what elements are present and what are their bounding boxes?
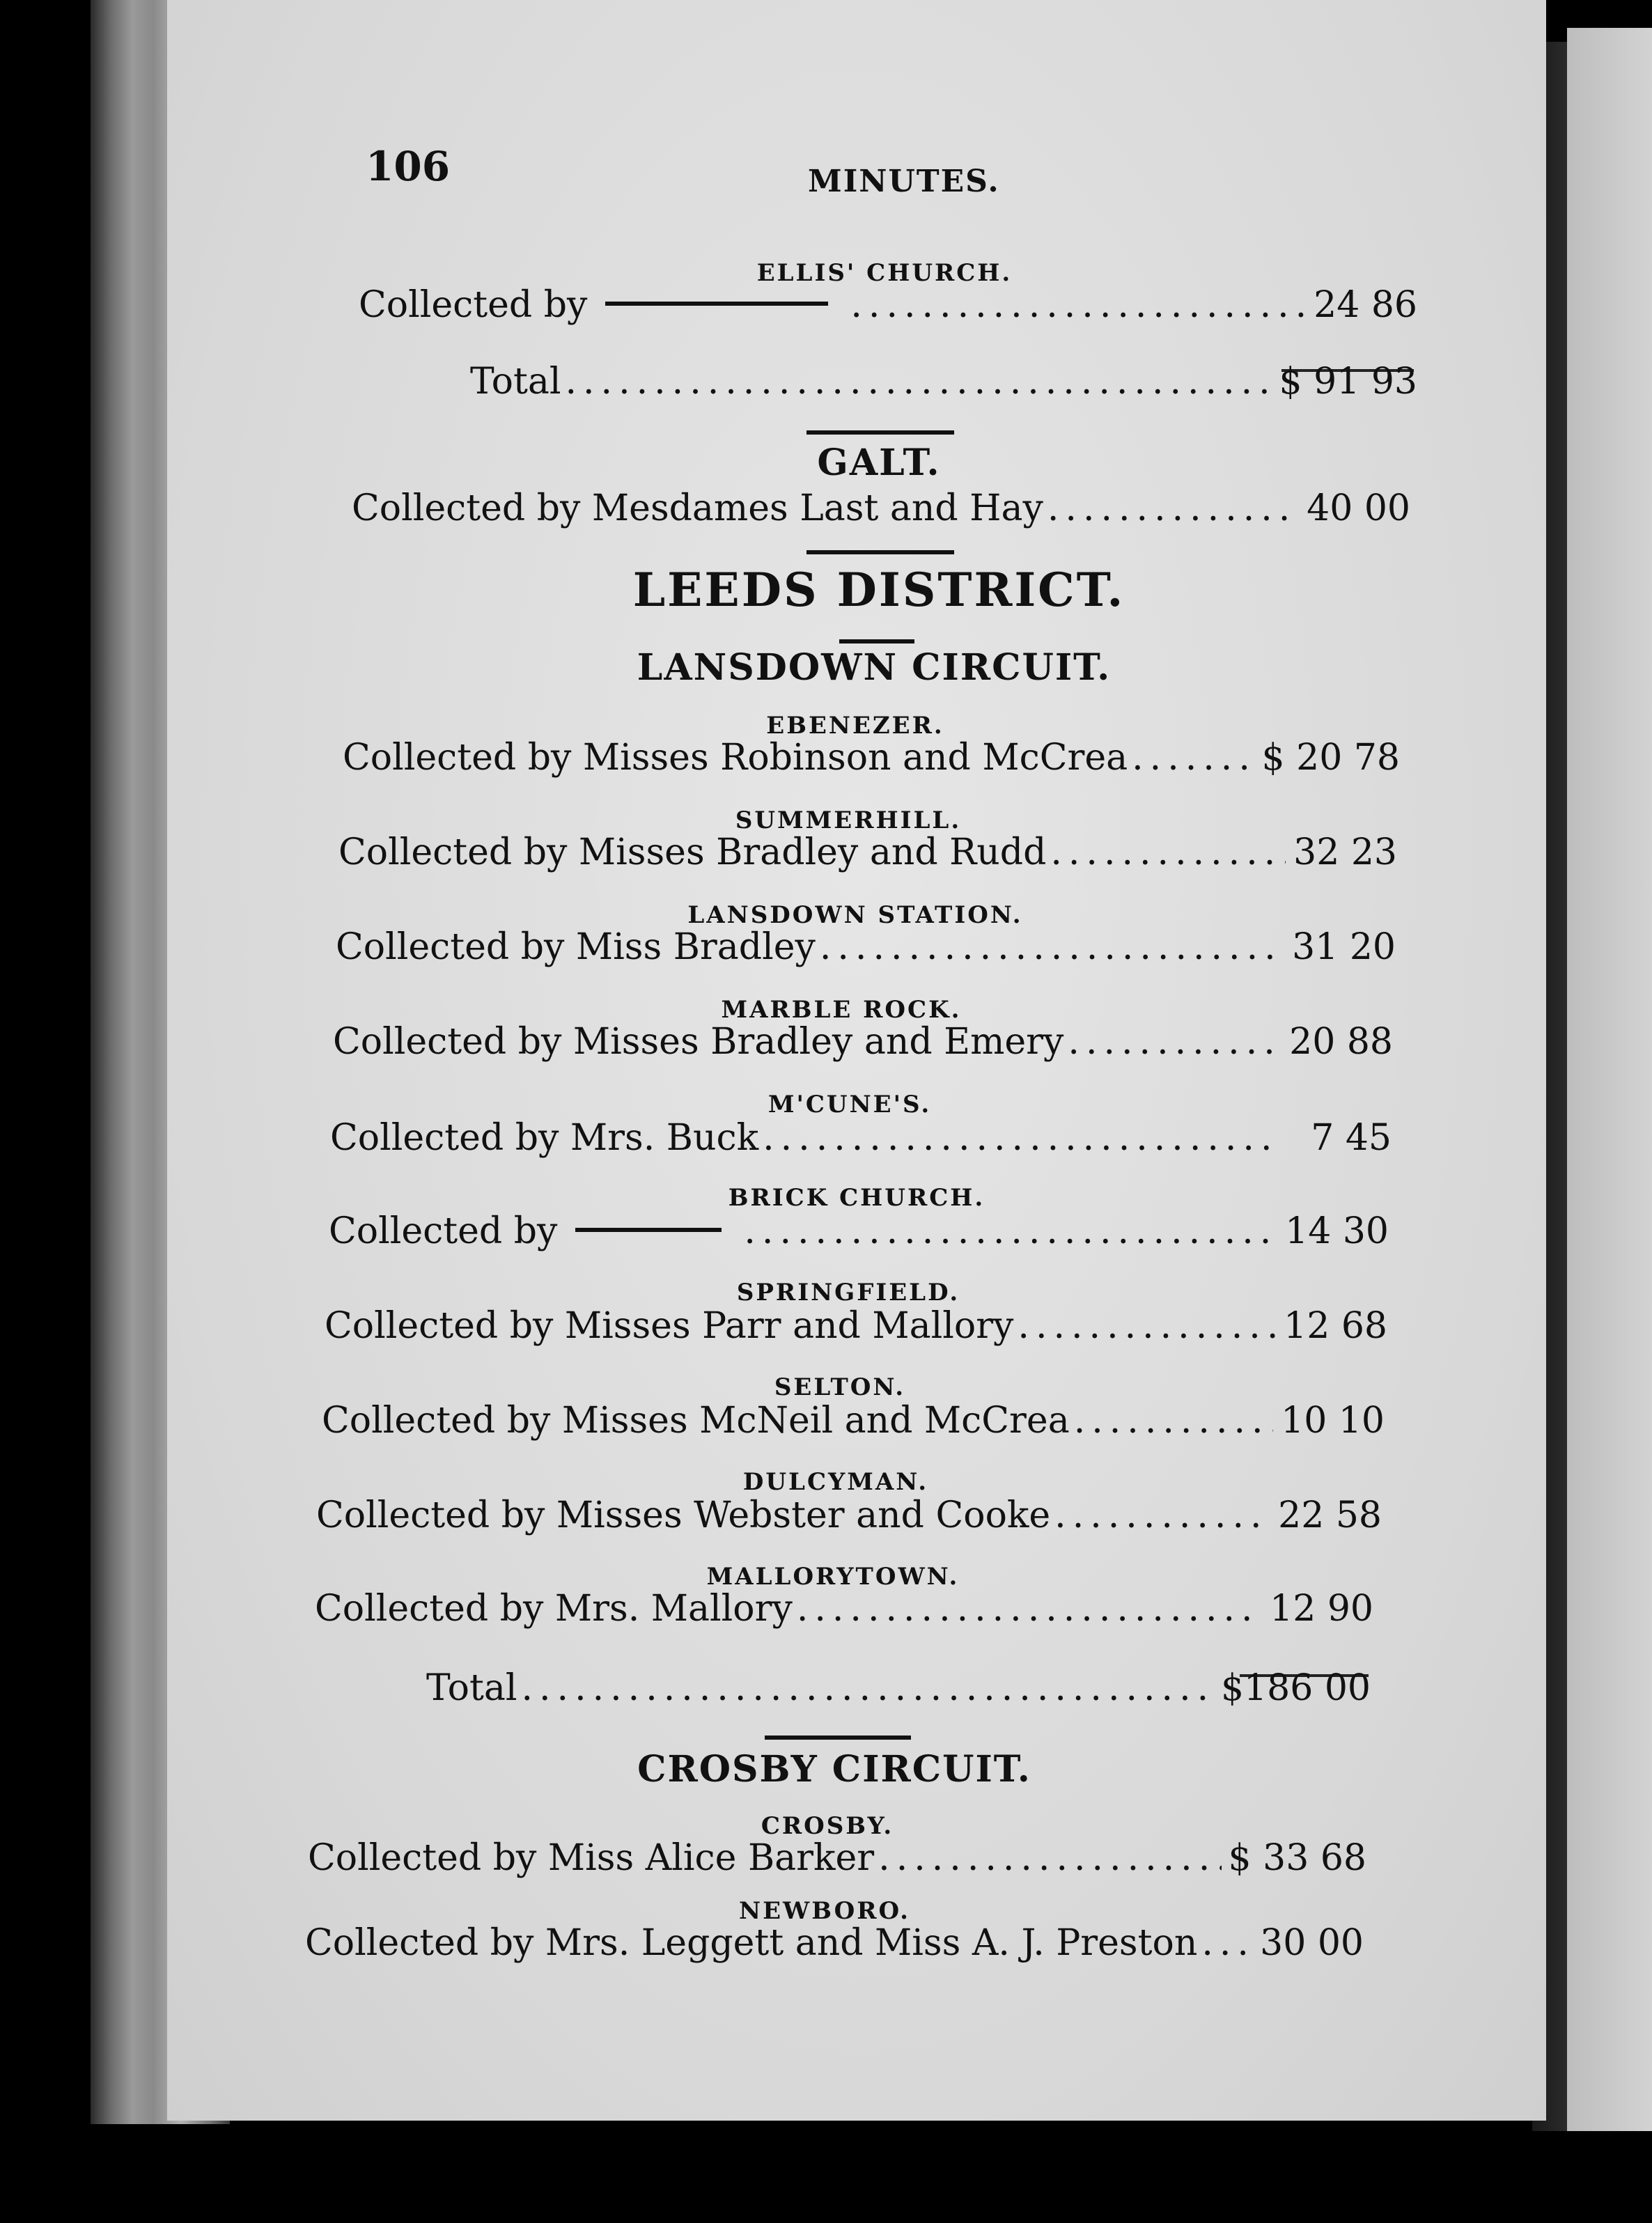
section-heading-galt: GALT.: [817, 442, 941, 484]
church-heading: CROSBY.: [761, 1812, 894, 1840]
church-heading: SUMMERHILL.: [735, 806, 962, 834]
entry-label: Collected by Miss Bradley: [336, 926, 816, 968]
entry-row-galt: [352, 488, 1410, 531]
circuit-heading-lansdown: LANSDOWN CIRCUIT.: [637, 646, 1112, 689]
entry-label: Collected by Mesdames Last and Hay: [352, 488, 1043, 529]
leader-dots: [793, 1588, 1262, 1630]
leader-dots: [758, 1117, 1280, 1159]
entry-row: [333, 1021, 1393, 1064]
section-rule: [765, 1736, 911, 1740]
leader-dots: [1070, 1400, 1273, 1442]
entry-amount: 30 00: [1260, 1922, 1364, 1964]
total-row-lansdown: [426, 1667, 1371, 1710]
entry-amount: 40 00: [1307, 488, 1410, 529]
entry-label: Collected by Misses Robinson and McCrea: [343, 737, 1128, 779]
entry-label: Collected by: [329, 1210, 558, 1252]
church-heading-ellis: ELLIS' CHURCH.: [756, 259, 1013, 287]
entry-label: Collected by Misses Parr and Mallory: [325, 1305, 1014, 1347]
entry-row: [325, 1305, 1387, 1348]
church-heading: DULCYMAN.: [742, 1468, 929, 1496]
leader-dots: [1046, 832, 1286, 873]
entry-label: Collected by Misses Bradley and Rudd: [338, 832, 1047, 873]
church-heading: NEWBORO.: [739, 1897, 910, 1925]
entry-row: [305, 1922, 1364, 1965]
section-rule: [806, 430, 954, 435]
entry-row: [338, 832, 1397, 875]
leader-dots: [1050, 1495, 1270, 1536]
leader-dots: [874, 1837, 1221, 1879]
total-row-ellis: [470, 361, 1417, 404]
leader-dots: [846, 284, 1306, 326]
church-heading: MARBLE ROCK.: [721, 996, 962, 1024]
entry-amount: 12 90: [1270, 1588, 1373, 1630]
church-heading: LANSDOWN STATION.: [687, 901, 1023, 929]
blank-name-line: [605, 302, 828, 306]
entry-label: Collected by Mrs. Mallory: [315, 1588, 793, 1630]
total-amount: $ 91 93: [1279, 361, 1417, 403]
entry-row: [336, 926, 1396, 969]
district-heading: LEEDS DISTRICT.: [632, 563, 1125, 617]
entry-label: Collected by Misses Bradley and Emery: [333, 1021, 1064, 1063]
section-rule: [839, 639, 914, 644]
entry-amount: 24 86: [1314, 284, 1417, 326]
leader-dots: [816, 926, 1284, 968]
total-label: Total: [470, 361, 561, 403]
entry-label: Collected by Mrs. Buck: [330, 1117, 759, 1159]
leader-dots: [1043, 488, 1299, 529]
total-label: Total: [426, 1667, 517, 1709]
church-heading: MALLORYTOWN.: [706, 1563, 960, 1591]
leader-dots: [1197, 1922, 1252, 1964]
entry-amount: 12 68: [1284, 1305, 1387, 1347]
leader-dots: [740, 1210, 1277, 1252]
church-heading: BRICK CHURCH.: [728, 1184, 985, 1212]
entry-amount: 20 88: [1289, 1021, 1393, 1063]
page-number: 106: [366, 143, 451, 190]
church-heading: EBENEZER.: [766, 712, 944, 740]
facing-page-edge: [1567, 28, 1652, 2131]
entry-row: [308, 1837, 1366, 1880]
church-heading: SELTON.: [774, 1373, 906, 1401]
total-amount: $186 00: [1220, 1667, 1371, 1709]
leader-dots: [1013, 1305, 1276, 1347]
entry-label: Collected by Misses Webster and Cooke: [316, 1495, 1051, 1536]
entry-row: [316, 1495, 1382, 1538]
entry-amount: $ 33 68: [1228, 1837, 1366, 1879]
running-title: MINUTES.: [808, 164, 1000, 199]
entry-row: [329, 1210, 1389, 1254]
entry-row: [315, 1588, 1373, 1631]
leader-dots: [517, 1667, 1213, 1709]
entry-amount: 14 30: [1285, 1210, 1389, 1252]
entry-row-ellis: [359, 284, 1417, 327]
entry-label: Collected by Miss Alice Barker: [308, 1837, 875, 1879]
entry-label: Collected by: [359, 284, 588, 326]
leader-dots: [1128, 737, 1254, 779]
leader-dots: [1063, 1021, 1281, 1063]
entry-amount: 10 10: [1281, 1400, 1385, 1442]
entry-row: [330, 1117, 1392, 1160]
leader-dots: [561, 361, 1272, 403]
circuit-heading-crosby: CROSBY CIRCUIT.: [637, 1748, 1031, 1791]
section-rule: [806, 550, 954, 554]
entry-amount: $ 20 78: [1261, 737, 1400, 779]
church-heading: M'CUNE'S.: [767, 1091, 932, 1118]
entry-amount: 31 20: [1292, 926, 1396, 968]
blank-name-line: [575, 1228, 722, 1232]
entry-amount: 22 58: [1278, 1495, 1382, 1536]
entry-label: Collected by Mrs. Leggett and Miss A. J. Preston: [305, 1922, 1198, 1964]
entry-amount: 7 45: [1311, 1117, 1392, 1159]
church-heading: SPRINGFIELD.: [736, 1279, 960, 1306]
entry-label: Collected by Misses McNeil and McCrea: [322, 1400, 1070, 1442]
entry-row: [322, 1400, 1385, 1443]
entry-row: [343, 737, 1400, 780]
entry-amount: 32 23: [1293, 832, 1397, 873]
